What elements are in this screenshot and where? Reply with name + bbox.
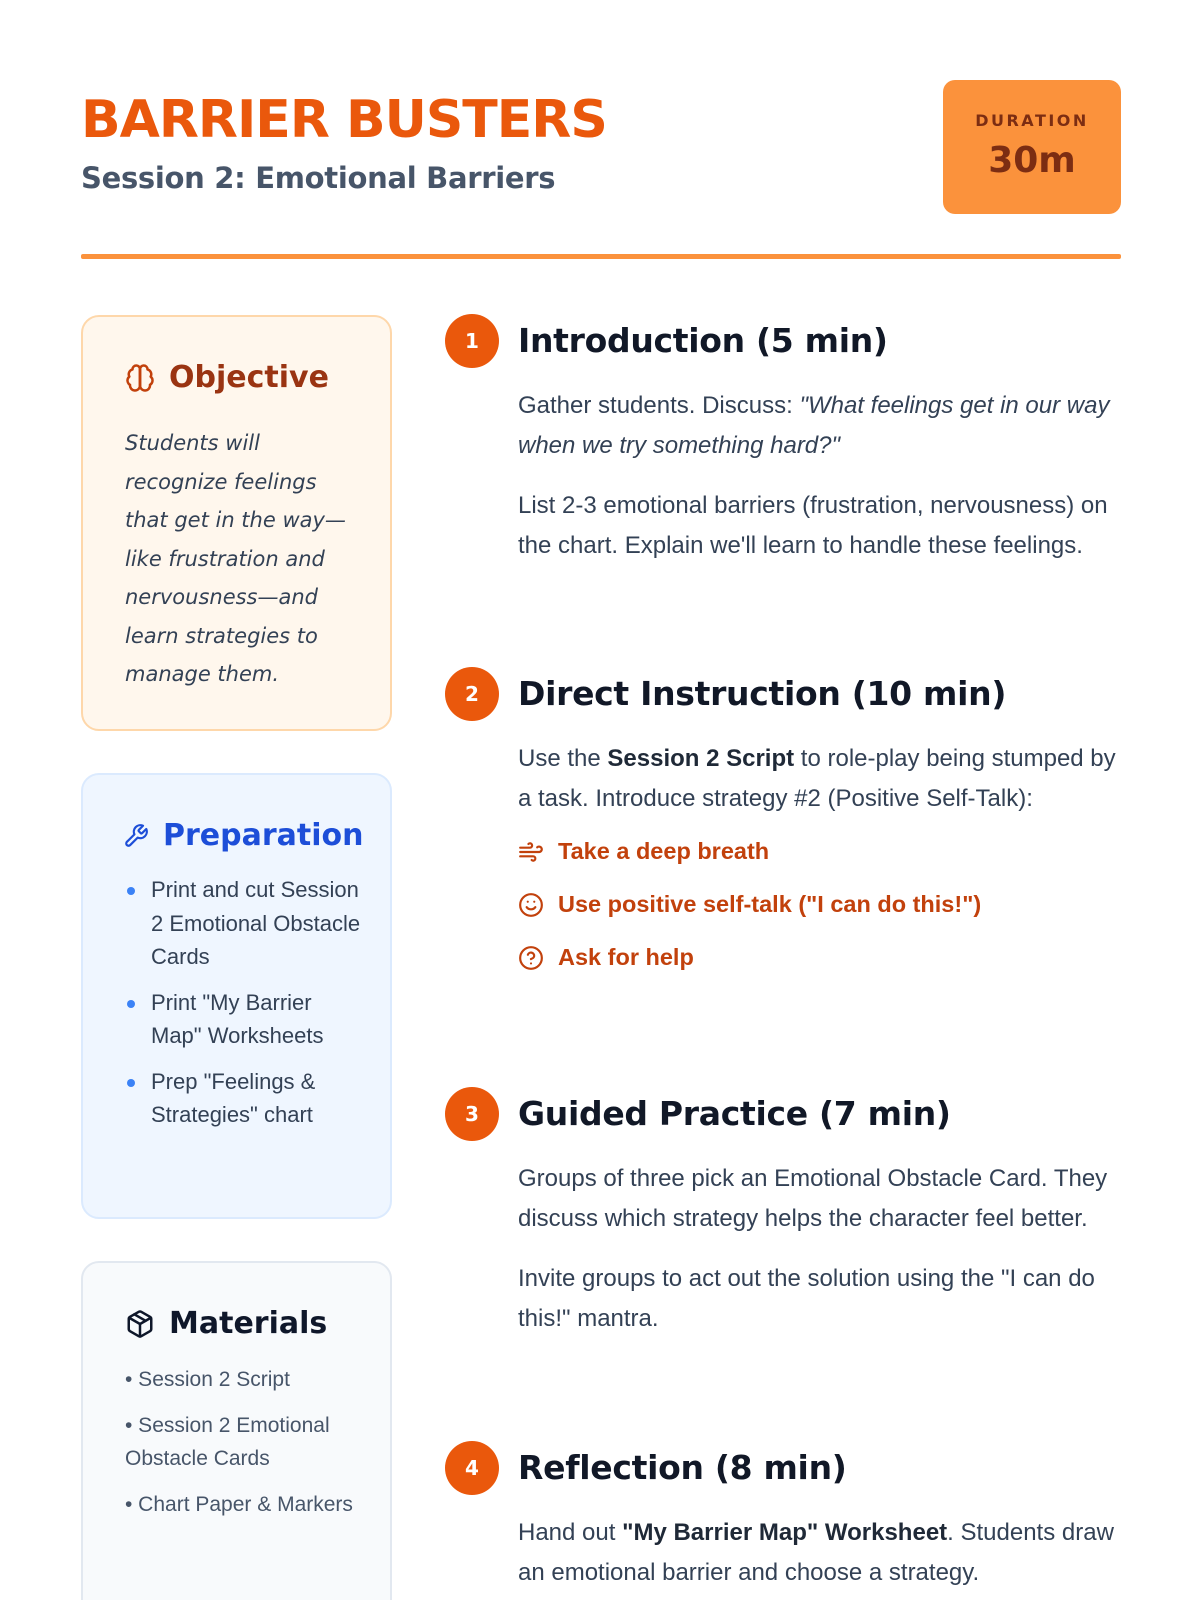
list-item: Print "My Barrier Map" Worksheets [125, 986, 365, 1053]
step-paragraph: Use the Session 2 Script to role-play being stumped by a task. Introduce strategy #2 (Positive Self-Talk): [518, 745, 1116, 812]
strategy-item: Ask for help [518, 941, 1123, 974]
list-item: • Session 2 Script [125, 1368, 290, 1391]
step-paragraph: Invite groups to act out the solution using the "I can do this!" mantra. [518, 1265, 1095, 1332]
strategy-item: Take a deep breath [518, 835, 1123, 868]
bullet-dot [127, 1079, 135, 1087]
materials-list [125, 1363, 365, 1534]
wind-icon [518, 839, 544, 865]
bullet-dot [127, 887, 135, 895]
list-item: Prep "Feelings & Strategies" chart [125, 1065, 365, 1132]
smile-icon [518, 892, 544, 918]
objective-text: Students will recognize feelings that get in the way—like frustration and nervousness—and learn strategies to manage them. [125, 431, 346, 686]
step-paragraph: List 2-3 emotional barriers (frustration, nervousness) on the chart. Explain we'll learn to handle these feelings. [518, 492, 1108, 559]
preparation-list [125, 873, 365, 1144]
list-item: • Chart Paper & Markers [125, 1493, 353, 1516]
help-circle-icon [518, 945, 544, 971]
step-number: 3 [445, 1087, 499, 1141]
list-item: • Session 2 Emotional Obstacle Cards [125, 1414, 330, 1470]
brain-icon [125, 363, 155, 393]
step-paragraph: Gather students. Discuss: "What feelings get in our way when we try something hard?" [518, 392, 1110, 459]
page-subtitle: Session 2: Emotional Barriers [81, 161, 556, 195]
materials-card [81, 1261, 392, 1600]
duration-value: 30m [988, 140, 1076, 181]
wrench-icon [123, 823, 149, 849]
strategy-list [518, 835, 1123, 974]
step-title: Introduction (5 min) [518, 321, 888, 360]
objective-card [81, 315, 392, 731]
duration-label: DURATION [975, 111, 1089, 130]
header-divider [81, 254, 1121, 259]
step-body [518, 1159, 1123, 1359]
materials-header [125, 1306, 328, 1341]
package-icon [125, 1309, 155, 1339]
list-item: Print and cut Session 2 Emotional Obstacle Cards [125, 873, 365, 974]
preparation-card [81, 773, 392, 1219]
strategy-item: Use positive self-talk ("I can do this!") [518, 888, 1123, 921]
objective-title: Objective [169, 360, 329, 395]
duration-badge [943, 80, 1121, 214]
step-title: Direct Instruction (10 min) [518, 674, 1007, 713]
step-number: 4 [445, 1441, 499, 1495]
objective-header [125, 360, 329, 395]
step-paragraph: Groups of three pick an Emotional Obstacle Card. They discuss which strategy helps the character feel better. [518, 1165, 1108, 1232]
discussion-quote: "What feelings get in our way when we try something hard?" [518, 392, 1110, 459]
step-title: Guided Practice (7 min) [518, 1094, 951, 1133]
step-paragraph: Hand out "My Barrier Map" Worksheet. Students draw an emotional barrier and choose a strategy. [518, 1519, 1114, 1586]
bullet-dot [127, 1000, 135, 1008]
step-body [518, 739, 1123, 994]
preparation-title: Preparation [163, 818, 364, 853]
step-title: Reflection (8 min) [518, 1448, 847, 1487]
preparation-header [123, 818, 364, 853]
step-body [518, 1513, 1123, 1600]
step-body [518, 386, 1123, 586]
step-number: 2 [445, 667, 499, 721]
page-title: BARRIER BUSTERS [81, 90, 607, 150]
header [81, 80, 1121, 214]
materials-title: Materials [169, 1306, 328, 1341]
step-number: 1 [445, 314, 499, 368]
